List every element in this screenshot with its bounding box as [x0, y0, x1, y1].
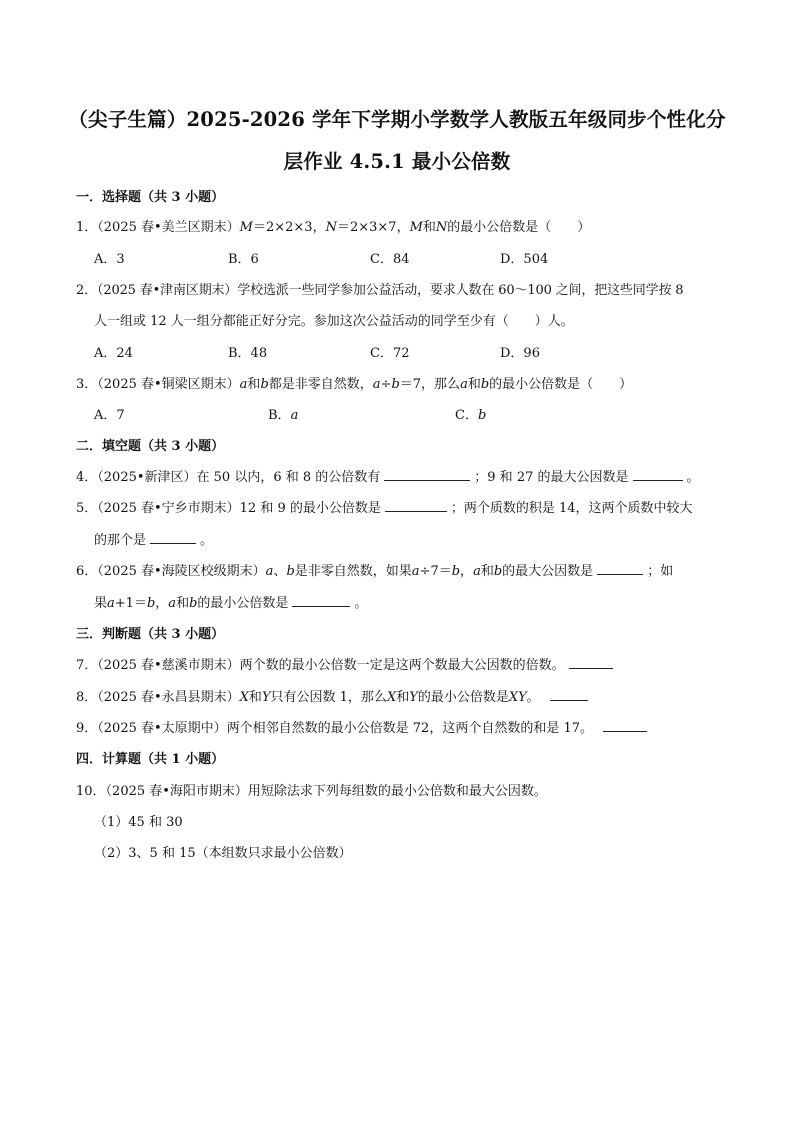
q1-var-m: M — [239, 220, 253, 235]
q8-p4: 和 — [396, 690, 410, 705]
q5-blank-1[interactable] — [385, 499, 447, 512]
q3-option-a[interactable]: A．7 — [94, 408, 125, 423]
q1-option-c[interactable]: C．84 — [370, 252, 410, 267]
q1-number: 1． — [76, 220, 98, 235]
question-6-line2 — [94, 592, 367, 611]
q3-option-c-value: b — [477, 408, 487, 423]
q5-text1: 5．（2025 春•宁乡市期末）12 和 9 的最小公倍数是 — [76, 501, 381, 516]
q3-var-a2: a — [372, 377, 381, 392]
q1-tail: 的最小公倍数是（ ） — [447, 220, 591, 235]
q6-p1: 6．（2025 春•海陵区校级期末） — [76, 564, 266, 579]
q9-blank[interactable] — [603, 719, 647, 732]
q3-div: ÷ — [380, 377, 392, 392]
q1-var-n2: N — [435, 220, 448, 235]
q1-option-b[interactable]: B．6 — [228, 252, 259, 267]
q3-tail: 的最小公倍数是（ ） — [489, 377, 633, 392]
q6-l2a: 果 — [94, 596, 108, 611]
q8-p3: 只有公因数 1，那么 — [270, 690, 387, 705]
q2-option-d[interactable]: D．96 — [500, 346, 540, 361]
q5-blank-2[interactable] — [150, 531, 196, 544]
q3-var-a: a — [239, 377, 248, 392]
q6-l2d: 和 — [176, 596, 190, 611]
q9-text: 9．（2025 春•太原期中）两个相邻自然数的最小公倍数是 72，这两个自然数的和是 17。 — [76, 721, 594, 736]
q1-source: （2025 春•美兰区期末） — [97, 220, 240, 235]
q1-and: 和 — [422, 220, 436, 235]
q5-text2: ；两个质数的积是 14，这两个质数中较大 — [450, 501, 693, 516]
q8-blank[interactable] — [550, 688, 588, 701]
q5-line2a: 的那个是 — [94, 533, 147, 548]
q6-l2b: +1＝ — [114, 596, 147, 611]
q2-option-c[interactable]: C．72 — [370, 346, 410, 361]
page-title-line2: 层作业 4.5.1 最小公倍数 — [283, 150, 511, 173]
question-4 — [76, 466, 700, 485]
q1-option-a[interactable]: A．3 — [94, 252, 125, 267]
q3-mid1: 和 — [247, 377, 261, 392]
q6-var-b: b — [286, 564, 295, 579]
q8-var-y2: Y — [409, 690, 418, 705]
q8-p6: 。 — [526, 690, 540, 705]
question-10-sub2: （2）3、5 和 15（本组数只求最小公倍数） — [94, 846, 352, 861]
q3-mid3: ＝7，那么 — [399, 377, 461, 392]
q6-p2: 、 — [273, 564, 287, 579]
question-9 — [76, 717, 651, 736]
q6-l2f: 。 — [354, 596, 368, 611]
q1-option-d[interactable]: D．504 — [500, 252, 549, 267]
q8-p5: 的最小公倍数是 — [417, 690, 509, 705]
q6-blank-1[interactable] — [597, 562, 643, 575]
q6-var-b4: b — [146, 596, 156, 611]
q6-p5: ， — [460, 564, 474, 579]
section-heading-calc: 四．计算题（共 1 小题） — [76, 752, 225, 767]
q8-var-x: X — [239, 690, 249, 705]
q3-option-b-value: a — [290, 408, 299, 423]
q1-var-m2: M — [409, 220, 423, 235]
question-7 — [76, 654, 617, 673]
q3-mid4: 和 — [467, 377, 481, 392]
q4-blank-2[interactable] — [633, 468, 683, 481]
q6-l2c: ， — [155, 596, 169, 611]
q3-option-c[interactable] — [455, 404, 486, 423]
q7-blank[interactable] — [569, 656, 613, 669]
q4-text2: ；9 和 27 的最大公因数是 — [474, 470, 629, 485]
question-10: 10．（2025 春•海阳市期末）用短除法求下列每组数的最小公倍数和最大公因数。 — [76, 784, 547, 799]
q7-text: 7．（2025 春•慈溪市期末）两个数的最小公倍数一定是这两个数最大公因数的倍数。 — [76, 658, 565, 673]
q8-var-y: Y — [261, 690, 271, 705]
q5-line2b: 。 — [200, 533, 214, 548]
q3-option-b[interactable] — [268, 404, 298, 423]
q6-blank-2[interactable] — [292, 594, 350, 607]
q1-eq1: ＝2×2×3， — [252, 220, 326, 235]
question-2-line1: 2．（2025 春•津南区期末）学校选派一些同学参加公益活动，要求人数在 60～100 之间，把这些同学按 8 — [76, 283, 684, 298]
q1-var-n: N — [325, 220, 337, 235]
q4-blank-1[interactable] — [384, 468, 470, 481]
question-3 — [76, 373, 632, 392]
q6-p4: ÷7＝ — [419, 564, 452, 579]
section-heading-choice: 一．选择题（共 3 小题） — [76, 190, 225, 205]
q3-prefix: 3．（2025 春•铜梁区期末） — [76, 377, 240, 392]
q6-var-b2: b — [451, 564, 461, 579]
section-heading-judge: 三．判断题（共 3 小题） — [76, 627, 225, 642]
question-10-sub1: （1）45 和 30 — [94, 815, 183, 830]
q8-var-xy: XY — [508, 690, 527, 705]
q8-var-x2: X — [386, 690, 397, 705]
q8-p1: 8．（2025 春•永昌县期末） — [76, 690, 240, 705]
q3-mid2: 都是非零自然数， — [268, 377, 373, 392]
q3-var-b3: b — [480, 377, 490, 392]
q6-var-b5: b — [189, 596, 198, 611]
question-6-line1 — [76, 560, 673, 579]
q4-text1: 4．（2025•新津区）在 50 以内，6 和 8 的公倍数有 — [76, 470, 381, 485]
section-heading-fill: 二．填空题（共 3 小题） — [76, 439, 225, 454]
q6-var-a4: a — [107, 596, 115, 611]
q4-text3: 。 — [686, 470, 700, 485]
question-2-line2: 人一组或 12 人一组分都能正好分完。参加这次公益活动的同学至少有（ ）人。 — [94, 314, 574, 329]
q6-var-a2: a — [411, 564, 420, 579]
q6-var-a3: a — [473, 564, 481, 579]
q3-option-b-label: B． — [268, 408, 291, 423]
q6-var-a5: a — [168, 596, 177, 611]
q6-var-a: a — [265, 564, 274, 579]
q1-eq2: ＝2×3×7， — [336, 220, 410, 235]
q6-l2e: 的最小公倍数是 — [197, 596, 289, 611]
q3-option-c-label: C． — [455, 408, 478, 423]
q3-var-a3: a — [460, 377, 468, 392]
q6-p6: 和 — [480, 564, 494, 579]
q6-var-b3: b — [493, 564, 503, 579]
q6-p8: ；如 — [647, 564, 674, 579]
question-8 — [76, 686, 592, 705]
question-5-line2 — [94, 529, 213, 548]
question-1 — [76, 216, 590, 235]
q6-p3: 是非零自然数，如果 — [294, 564, 412, 579]
q6-p7: 的最大公因数是 — [502, 564, 594, 579]
page-title-line1: （尖子生篇）2025-2026 学年下学期小学数学人教版五年级同步个性化分 — [68, 108, 726, 131]
q3-var-b2: b — [391, 377, 400, 392]
question-5-line1 — [76, 497, 693, 516]
q2-option-b[interactable]: B．48 — [228, 346, 268, 361]
q2-option-a[interactable]: A．24 — [94, 346, 133, 361]
q8-p2: 和 — [248, 690, 262, 705]
q3-var-b: b — [260, 377, 269, 392]
